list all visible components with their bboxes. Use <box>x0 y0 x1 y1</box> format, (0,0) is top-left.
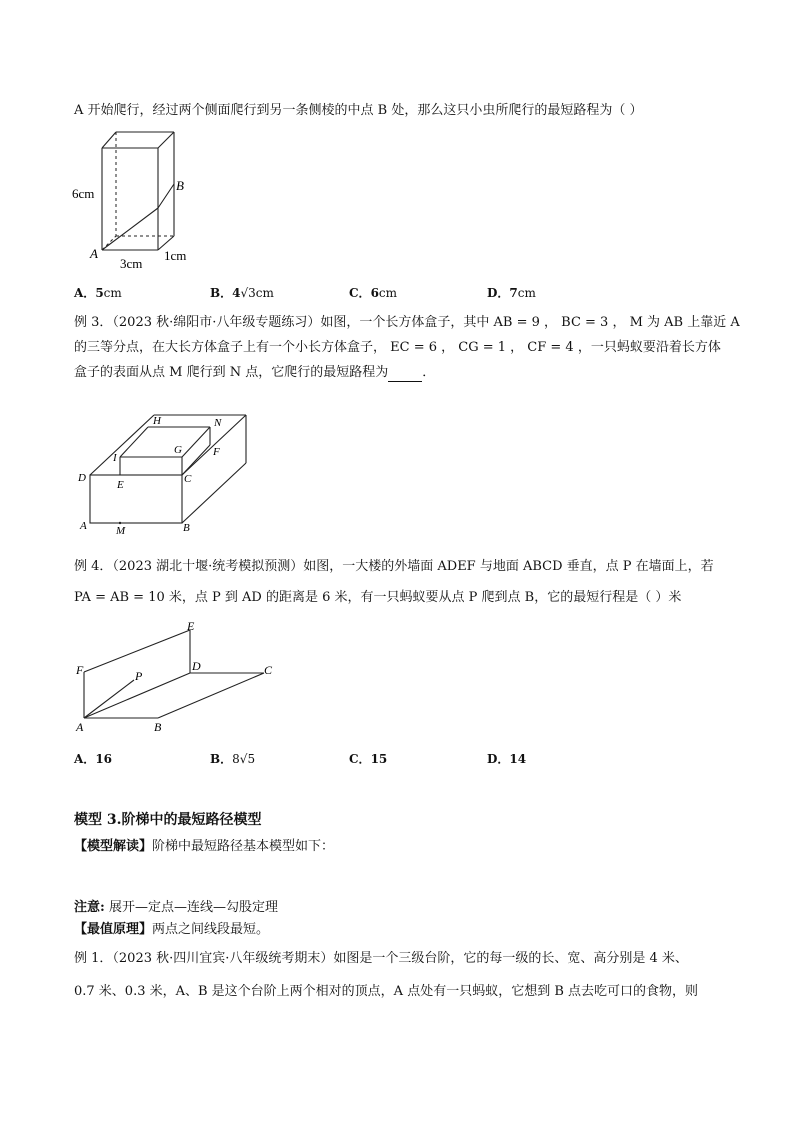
label-g: G <box>174 444 182 456</box>
label-f: F <box>213 446 220 458</box>
model-3-principle: 【最值原理】两点之间线段最短。 <box>74 922 270 937</box>
label-a: A <box>76 720 84 734</box>
answer-blank[interactable] <box>388 369 422 382</box>
option-a[interactable]: A．5cm <box>74 286 122 300</box>
label-n: N <box>214 417 222 429</box>
label-m: M <box>116 525 126 537</box>
ex3-line-2: 的三等分点，在大长方体盒子上有一个小长方体盒子， EC = 6 ， CG = 1 ， CF = 4 ，一只蚂蚁要沿着长方体 <box>74 340 721 355</box>
label-d: D <box>192 659 201 673</box>
model-3-ex1-line-1: 例 1．（2023 秋·四川宜宾·八年级统考期末）如图是一个三级台阶，它的每一级的长、宽、高分别是 4 米、 <box>74 951 688 966</box>
ex4-line-1: 例 4．（2023 湖北十堰·统考模拟预测）如图，一大楼的外墙面 ADEF 与地面 ABCD 垂直，点 P 在墙面上，若 <box>74 559 714 574</box>
ex3-line-1: 例 3．（2023 秋·绵阳市·八年级专题练习）如图，一个长方体盒子，其中 AB = 9 ， BC = 3 ， M 为 AB 上靠近 A <box>74 315 740 330</box>
label-b: B <box>183 522 190 534</box>
model-3-intro: 【模型解读】阶梯中最短路径基本模型如下： <box>74 839 335 854</box>
ex4-option-d[interactable]: D．14 <box>487 752 527 766</box>
point-a-label: A <box>90 246 98 261</box>
label-a: A <box>80 520 87 532</box>
label-b: B <box>154 720 162 734</box>
option-b[interactable]: B．4√3cm <box>210 286 274 300</box>
point-b-label: B <box>176 178 184 193</box>
ex3-line-3: 盒子的表面从点 M 爬行到 N 点，它爬行的最短路程为 ． <box>74 365 436 380</box>
wall-figure <box>74 618 284 738</box>
option-d[interactable]: D．7cm <box>487 286 536 300</box>
box-figure <box>74 405 259 540</box>
ex4-option-a[interactable]: A．16 <box>74 752 113 766</box>
label-p: P <box>135 669 143 683</box>
ex4-line-2: PA = AB = 10 米，点 P 到 AD 的距离是 6 米，有一只蚂蚁要从点 P 爬到点 B，它的最短行程是（ ）米 <box>74 590 682 605</box>
label-i: I <box>113 452 117 464</box>
label-f: F <box>76 663 84 677</box>
label-c: C <box>264 663 273 677</box>
option-c[interactable]: C．6cm <box>349 286 398 300</box>
model-3-note: 注意: 展开—定点—连线—勾股定理 <box>74 900 278 915</box>
label-e: E <box>117 479 124 491</box>
model-3-ex1-line-2: 0.7 米、0.3 米，A、B 是这个台阶上两个相对的顶点，A 点处有一只蚂蚁，它想到 B 点去吃可口的食物，则 <box>74 984 699 999</box>
length-label: 3cm <box>120 256 143 271</box>
model-3-title: 模型 3.阶梯中的最短路径模型 <box>74 812 262 828</box>
label-c: C <box>184 473 192 485</box>
width-label: 1cm <box>164 248 187 263</box>
question-stem-continued: A 开始爬行，经过两个侧面爬行到另一条侧棱的中点 B 处，那么这只小虫所爬行的最短路程为（ ） <box>74 103 643 118</box>
ex4-option-c[interactable]: C．15 <box>349 752 388 766</box>
label-h: H <box>153 415 161 427</box>
label-e: E <box>187 619 195 633</box>
ex4-option-b[interactable]: B．8√5 <box>210 752 256 766</box>
label-d: D <box>78 472 86 484</box>
cuboid-figure <box>68 120 208 280</box>
height-label: 6cm <box>72 186 95 201</box>
